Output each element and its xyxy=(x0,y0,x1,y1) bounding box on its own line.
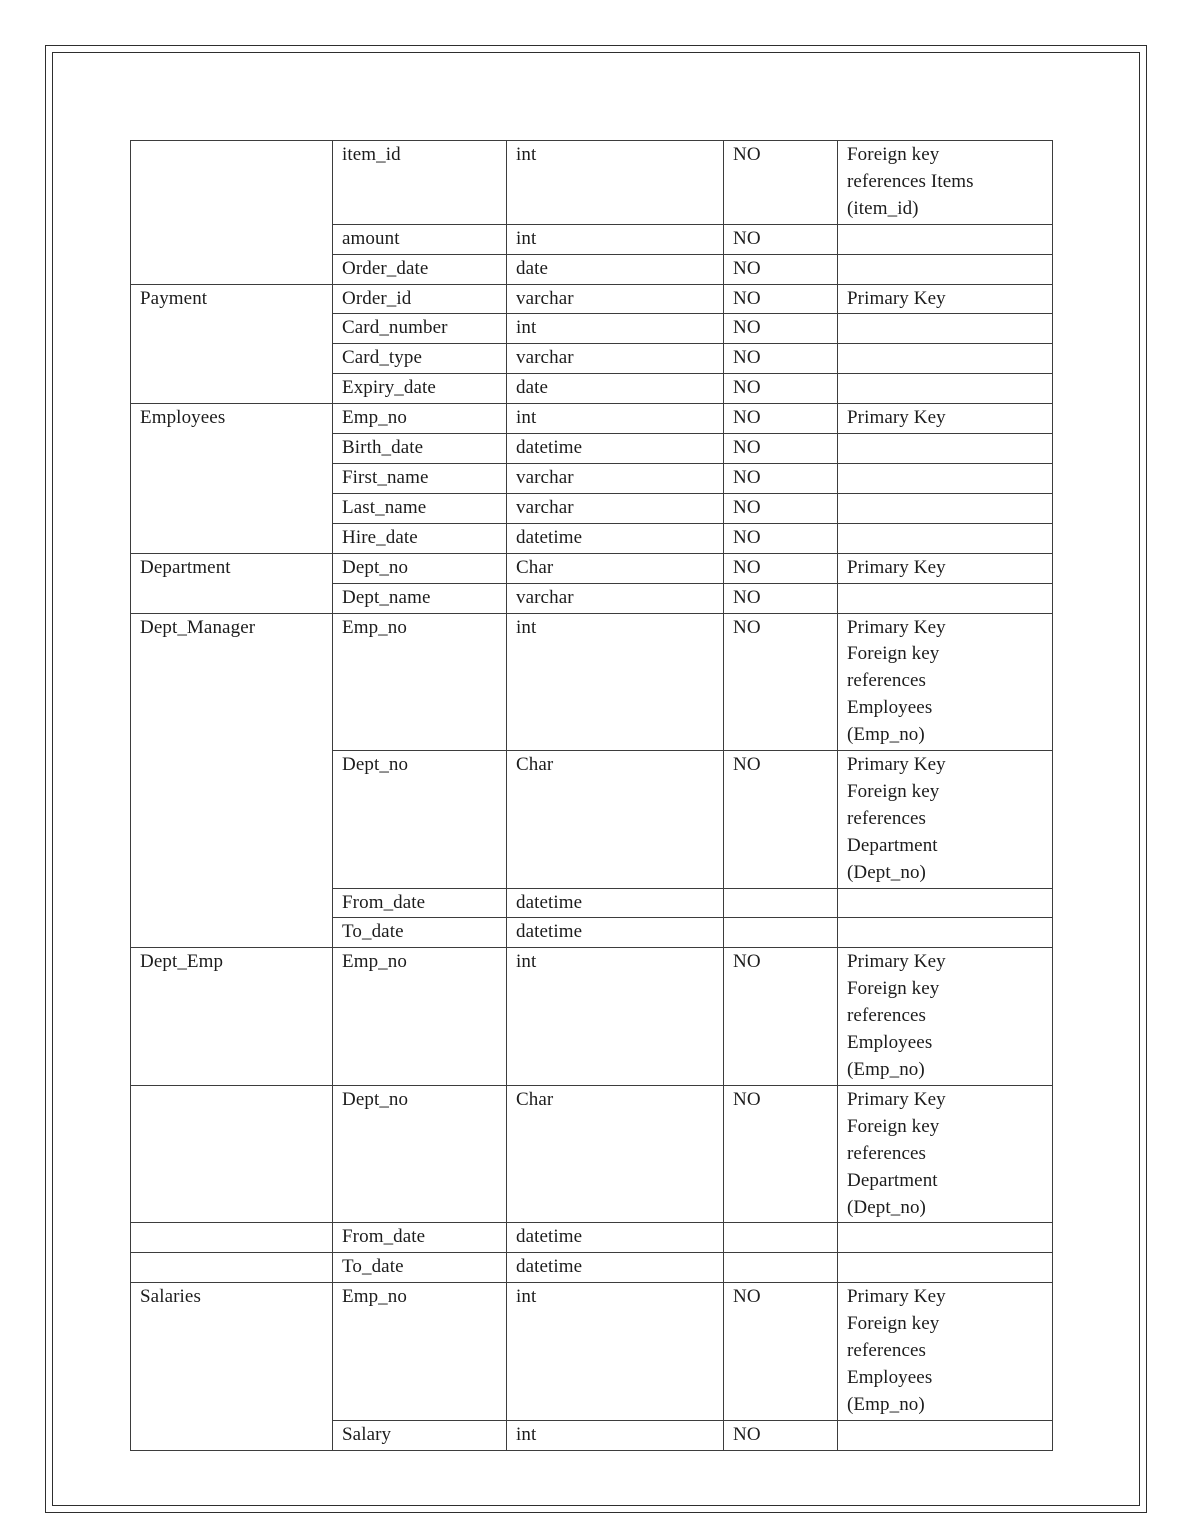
cell-nullable: NO xyxy=(724,1085,838,1223)
cell-key-info xyxy=(838,1223,1053,1253)
cell-data-type: Char xyxy=(507,751,724,889)
cell-data-type: int xyxy=(507,1420,724,1450)
cell-data-type: Char xyxy=(507,553,724,583)
cell-key-info: Primary Key Foreign key references Employees (Emp_no) xyxy=(838,613,1053,751)
cell-data-type: int xyxy=(507,404,724,434)
cell-data-type: datetime xyxy=(507,888,724,918)
cell-column-name: To_date xyxy=(333,918,507,948)
cell-column-name: Birth_date xyxy=(333,434,507,464)
cell-column-name: Order_id xyxy=(333,284,507,314)
cell-column-name: To_date xyxy=(333,1253,507,1283)
cell-data-type: int xyxy=(507,1283,724,1421)
cell-nullable xyxy=(724,1223,838,1253)
cell-table-name: Payment xyxy=(131,284,333,404)
cell-nullable: NO xyxy=(724,254,838,284)
cell-column-name: Emp_no xyxy=(333,613,507,751)
cell-column-name: Dept_name xyxy=(333,583,507,613)
cell-key-info xyxy=(838,224,1053,254)
cell-nullable: NO xyxy=(724,344,838,374)
cell-key-info xyxy=(838,888,1053,918)
cell-column-name: Dept_no xyxy=(333,1085,507,1223)
table-row xyxy=(131,141,1053,225)
cell-key-info: Primary Key Foreign key references Department (Dept_no) xyxy=(838,751,1053,889)
cell-key-info xyxy=(838,374,1053,404)
cell-nullable: NO xyxy=(724,463,838,493)
cell-column-name: Card_type xyxy=(333,344,507,374)
cell-data-type: int xyxy=(507,613,724,751)
cell-table-name xyxy=(131,1253,333,1283)
cell-column-name: First_name xyxy=(333,463,507,493)
cell-table-name xyxy=(131,1085,333,1223)
cell-nullable: NO xyxy=(724,141,838,225)
cell-column-name: Expiry_date xyxy=(333,374,507,404)
cell-table-name: Dept_Manager xyxy=(131,613,333,948)
cell-column-name: Dept_no xyxy=(333,751,507,889)
table-row xyxy=(131,1253,1053,1283)
cell-key-info: Primary Key xyxy=(838,553,1053,583)
table-row xyxy=(131,1283,1053,1421)
table-row xyxy=(131,404,1053,434)
cell-data-type: int xyxy=(507,224,724,254)
cell-nullable: NO xyxy=(724,434,838,464)
cell-column-name: Emp_no xyxy=(333,1283,507,1421)
cell-column-name: item_id xyxy=(333,141,507,225)
cell-data-type: datetime xyxy=(507,1253,724,1283)
cell-key-info xyxy=(838,254,1053,284)
cell-table-name: Dept_Emp xyxy=(131,948,333,1086)
schema-table-body xyxy=(131,141,1053,1451)
cell-column-name: amount xyxy=(333,224,507,254)
cell-table-name: Employees xyxy=(131,404,333,554)
cell-key-info xyxy=(838,434,1053,464)
cell-table-name: Department xyxy=(131,553,333,613)
table-row xyxy=(131,284,1053,314)
cell-column-name: Dept_no xyxy=(333,553,507,583)
cell-key-info xyxy=(838,1420,1053,1450)
cell-data-type: int xyxy=(507,314,724,344)
cell-key-info: Primary Key Foreign key references Department (Dept_no) xyxy=(838,1085,1053,1223)
cell-nullable: NO xyxy=(724,751,838,889)
cell-data-type: datetime xyxy=(507,434,724,464)
cell-column-name: Emp_no xyxy=(333,948,507,1086)
cell-key-info: Primary Key xyxy=(838,284,1053,314)
cell-nullable xyxy=(724,918,838,948)
cell-nullable: NO xyxy=(724,404,838,434)
cell-data-type: datetime xyxy=(507,1223,724,1253)
cell-key-info xyxy=(838,1253,1053,1283)
cell-nullable: NO xyxy=(724,224,838,254)
cell-nullable: NO xyxy=(724,1283,838,1421)
cell-table-name: Salaries xyxy=(131,1283,333,1450)
cell-column-name: Last_name xyxy=(333,493,507,523)
cell-column-name: Order_date xyxy=(333,254,507,284)
schema-table xyxy=(130,140,1053,1451)
cell-key-info: Primary Key xyxy=(838,404,1053,434)
cell-data-type: datetime xyxy=(507,523,724,553)
cell-data-type: date xyxy=(507,374,724,404)
cell-nullable: NO xyxy=(724,493,838,523)
table-row xyxy=(131,553,1053,583)
cell-key-info xyxy=(838,314,1053,344)
cell-data-type: datetime xyxy=(507,918,724,948)
cell-data-type: varchar xyxy=(507,463,724,493)
cell-key-info: Foreign key references Items (item_id) xyxy=(838,141,1053,225)
cell-key-info xyxy=(838,583,1053,613)
cell-key-info xyxy=(838,918,1053,948)
cell-key-info: Primary Key Foreign key references Employees (Emp_no) xyxy=(838,948,1053,1086)
cell-column-name: Hire_date xyxy=(333,523,507,553)
cell-data-type: int xyxy=(507,141,724,225)
cell-key-info xyxy=(838,493,1053,523)
cell-data-type: varchar xyxy=(507,284,724,314)
cell-table-name xyxy=(131,1223,333,1253)
cell-key-info: Primary Key Foreign key references Employees (Emp_no) xyxy=(838,1283,1053,1421)
cell-nullable: NO xyxy=(724,314,838,344)
cell-nullable: NO xyxy=(724,948,838,1086)
cell-column-name: Card_number xyxy=(333,314,507,344)
cell-nullable: NO xyxy=(724,374,838,404)
cell-nullable: NO xyxy=(724,553,838,583)
cell-nullable: NO xyxy=(724,1420,838,1450)
table-row xyxy=(131,1085,1053,1223)
cell-key-info xyxy=(838,344,1053,374)
cell-nullable: NO xyxy=(724,284,838,314)
cell-data-type: varchar xyxy=(507,583,724,613)
cell-data-type: int xyxy=(507,948,724,1086)
cell-key-info xyxy=(838,463,1053,493)
table-row xyxy=(131,1223,1053,1253)
cell-column-name: Emp_no xyxy=(333,404,507,434)
cell-nullable xyxy=(724,888,838,918)
cell-nullable: NO xyxy=(724,613,838,751)
cell-column-name: Salary xyxy=(333,1420,507,1450)
cell-column-name: From_date xyxy=(333,1223,507,1253)
cell-key-info xyxy=(838,523,1053,553)
table-row xyxy=(131,948,1053,1086)
cell-nullable: NO xyxy=(724,523,838,553)
cell-data-type: Char xyxy=(507,1085,724,1223)
cell-data-type: varchar xyxy=(507,493,724,523)
cell-data-type: date xyxy=(507,254,724,284)
cell-table-name xyxy=(131,141,333,285)
cell-column-name: From_date xyxy=(333,888,507,918)
cell-nullable xyxy=(724,1253,838,1283)
cell-data-type: varchar xyxy=(507,344,724,374)
table-row xyxy=(131,613,1053,751)
cell-nullable: NO xyxy=(724,583,838,613)
